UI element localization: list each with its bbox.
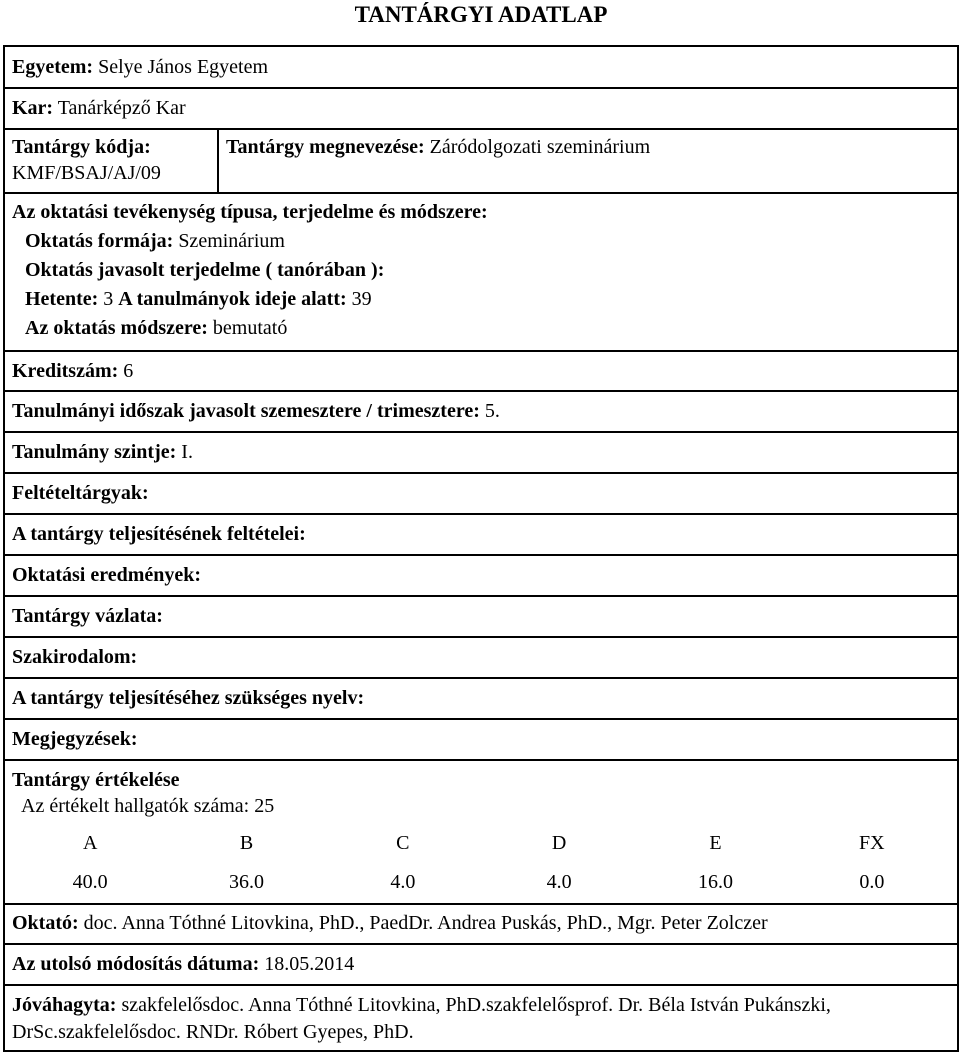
activity-scope-label: Oktatás javasolt terjedelme ( tanórában ): xyxy=(25,259,385,281)
activity-method-value: bemutató xyxy=(212,317,288,339)
outline-label: Tantárgy vázlata: xyxy=(12,605,163,627)
activity-method-line xyxy=(12,314,950,343)
grade-header-fx: FX xyxy=(859,832,885,854)
activity-heading: Az oktatási tevékenység típusa, terjedelme és módszere: xyxy=(12,201,488,223)
semester-value: 5. xyxy=(484,400,500,422)
evaluation-count-label: Az értékelt hallgatók száma: xyxy=(21,795,250,817)
completion-label: A tantárgy teljesítésének feltételei: xyxy=(12,523,306,545)
notes-row xyxy=(4,719,958,760)
grade-header-b: B xyxy=(239,832,254,854)
document-title: TANTÁRGYI ADATLAP xyxy=(354,2,608,27)
activity-weekly-value: 3 xyxy=(103,288,114,310)
approved-row xyxy=(4,985,958,1051)
course-identity-row xyxy=(4,129,958,193)
evaluation-count-value: 25 xyxy=(254,795,275,817)
course-name-value: Záródolgozati szeminárium xyxy=(429,136,651,158)
grade-value-c: 4.0 xyxy=(390,871,416,893)
activity-form-value: Szeminárium xyxy=(178,230,285,252)
credits-row xyxy=(4,351,958,391)
faculty-row xyxy=(4,88,958,129)
prerequisites-cell xyxy=(4,473,958,514)
outline-row xyxy=(4,596,958,637)
grade-header-c: C xyxy=(396,832,410,854)
activity-total-label: A tanulmányok ideje alatt: xyxy=(118,288,347,310)
evaluation-row xyxy=(4,760,958,904)
evaluation-cell xyxy=(4,760,958,904)
activity-row xyxy=(4,193,958,351)
teacher-row xyxy=(4,904,958,944)
grade-value-a: 40.0 xyxy=(72,871,108,893)
level-row xyxy=(4,432,958,473)
university-label: Egyetem: xyxy=(12,56,94,78)
activity-weekly-label: Hetente: xyxy=(25,288,99,310)
last-modified-value: 18.05.2014 xyxy=(264,953,355,975)
activity-method-label: Az oktatás módszere: xyxy=(25,317,208,339)
grade-distribution-table xyxy=(12,823,950,901)
outcomes-label: Oktatási eredmények: xyxy=(12,564,202,586)
level-value: I. xyxy=(181,441,193,463)
semester-cell xyxy=(4,391,958,432)
approved-value: szakfelelősdoc. Anna Tóthné Litovkina, PhD.szakfelelősprof. Dr. Béla István Pukánszki, DrSc.szakfelelősdoc. RNDr. Róbert Gyepes, PhD. xyxy=(12,994,831,1043)
course-code-label: Tantárgy kódja: xyxy=(12,136,151,158)
grade-header-row xyxy=(12,823,950,863)
course-code-value: KMF/BSAJ/AJ/09 xyxy=(12,162,161,184)
literature-row xyxy=(4,637,958,678)
semester-label: Tanulmányi időszak javasolt szemesztere / trimesztere: xyxy=(12,400,480,422)
activity-cell xyxy=(4,193,958,351)
last-modified-row xyxy=(4,944,958,985)
outline-cell xyxy=(4,596,958,637)
credits-label: Kreditszám: xyxy=(12,360,119,382)
activity-hours-line xyxy=(12,285,950,314)
grade-value-e: 16.0 xyxy=(697,871,733,893)
course-data-sheet xyxy=(3,45,959,1052)
credits-cell xyxy=(4,351,958,391)
course-name-label: Tantárgy megnevezése: xyxy=(226,136,425,158)
grade-value-fx: 0.0 xyxy=(859,871,885,893)
literature-label: Szakirodalom: xyxy=(12,646,138,668)
teacher-label: Oktató: xyxy=(12,912,79,934)
faculty-cell xyxy=(4,88,958,129)
outcomes-cell xyxy=(4,555,958,596)
activity-form-label: Oktatás formája: xyxy=(25,230,174,252)
notes-cell xyxy=(4,719,958,760)
prerequisites-row xyxy=(4,473,958,514)
semester-row xyxy=(4,391,958,432)
activity-total-value: 39 xyxy=(351,288,372,310)
language-label: A tantárgy teljesítéséhez szükséges nyelv: xyxy=(12,687,365,709)
grade-header-e: E xyxy=(709,832,722,854)
language-row xyxy=(4,678,958,719)
teacher-value: doc. Anna Tóthné Litovkina, PhD., PaedDr. Andrea Puskás, PhD., Mgr. Peter Zolczer xyxy=(83,912,768,934)
activity-form-line xyxy=(12,227,950,256)
literature-cell xyxy=(4,637,958,678)
grade-value-b: 36.0 xyxy=(228,871,264,893)
grade-header-d: D xyxy=(551,832,567,854)
evaluation-heading: Tantárgy értékelése xyxy=(12,769,180,791)
faculty-label: Kar: xyxy=(12,97,54,119)
course-code-cell xyxy=(4,129,218,193)
university-row xyxy=(4,46,958,88)
approved-cell xyxy=(4,985,958,1051)
grade-value-d: 4.0 xyxy=(546,871,572,893)
level-cell xyxy=(4,432,958,473)
university-cell xyxy=(4,46,958,88)
outcomes-row xyxy=(4,555,958,596)
credits-value: 6 xyxy=(123,360,134,382)
last-modified-label: Az utolsó módosítás dátuma: xyxy=(12,953,260,975)
course-name-cell xyxy=(218,129,958,193)
notes-label: Megjegyzések: xyxy=(12,728,138,750)
teacher-cell xyxy=(4,904,958,944)
faculty-value: Tanárképző Kar xyxy=(57,97,186,119)
grade-value-row xyxy=(12,863,950,901)
prerequisites-label: Feltételtárgyak: xyxy=(12,482,149,504)
evaluation-count-line xyxy=(12,793,950,819)
completion-row xyxy=(4,514,958,555)
approved-label: Jóváhagyta: xyxy=(12,994,117,1016)
level-label: Tanulmány szintje: xyxy=(12,441,177,463)
last-modified-cell xyxy=(4,944,958,985)
language-cell xyxy=(4,678,958,719)
completion-cell xyxy=(4,514,958,555)
grade-header-a: A xyxy=(82,832,98,854)
university-value: Selye János Egyetem xyxy=(98,56,269,78)
